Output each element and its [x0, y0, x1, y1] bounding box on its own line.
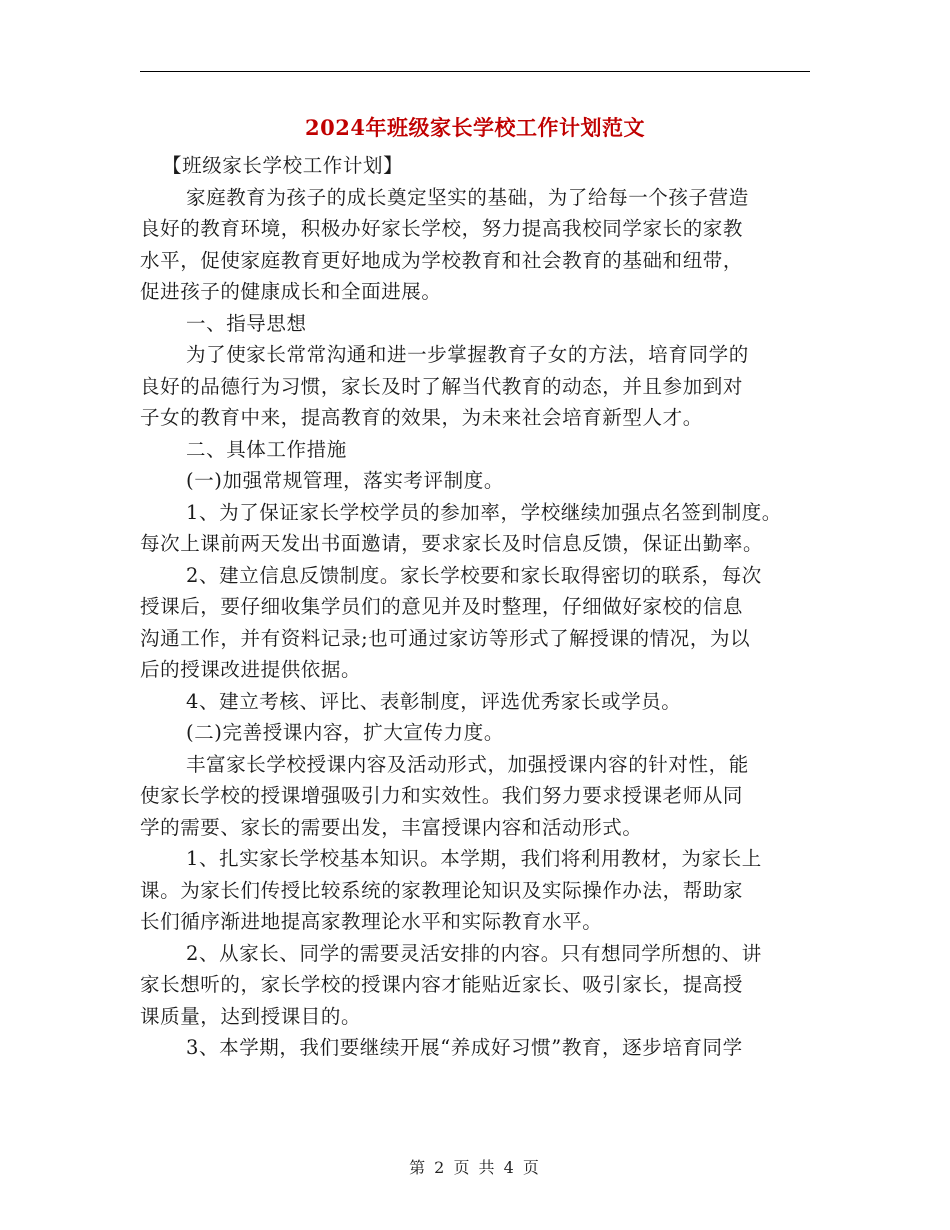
- paragraph-line: 课。为家长们传授比较系统的家教理论知识及实际操作办法，帮助家: [140, 878, 744, 902]
- paragraph-line: 为了使家长常常沟通和进一步掌握教育子女的方法，培育同学的: [186, 343, 749, 366]
- paragraph-line: 促进孩子的健康成长和全面进展。: [140, 280, 442, 303]
- section-heading: 二、具体工作措施: [186, 437, 347, 461]
- paragraph-line: 每次上课前两天发出书面邀请，要求家长及时信息反馈，保证出勤率。: [140, 532, 764, 555]
- paragraph-line: 4、建立考核、评比、表彰制度，评选优秀家长或学员。: [186, 689, 682, 713]
- paragraph-line: 水平，促使家庭教育更好地成为学校教育和社会教育的基础和纽带，: [140, 248, 744, 272]
- paragraph-line: 长们循序渐进地提高家教理论水平和实际教育水平。: [140, 910, 603, 933]
- page-number: 第 2 页 共 4 页: [409, 1158, 541, 1177]
- paragraph-line: 1、为了保证家长学校学员的参加率，学校继续加强点名签到制度。: [186, 500, 782, 524]
- paragraph-line: 3、本学期，我们要继续开展“养成好习惯”教育，逐步培育同学: [186, 1036, 743, 1059]
- header-rule: [140, 71, 810, 72]
- paragraph-line: 使家长学校的授课增强吸引力和实效性。我们努力要求授课老师从同: [140, 784, 744, 807]
- section-heading: 一、指导思想: [186, 311, 307, 335]
- paragraph-line: 沟通工作，并有资料记录;也可通过家访等形式了解授课的情况，为以: [140, 626, 751, 650]
- subsection-heading: (一)加强常规管理，落实考评制度。: [186, 469, 504, 492]
- section-heading: 【班级家长学校工作计划】: [162, 154, 404, 177]
- paragraph-line: 2、从家长、同学的需要灵活安排的内容。只有想同学所想的、讲: [186, 941, 762, 965]
- paragraph-line: 家长想听的，家长学校的授课内容才能贴近家长、吸引家长，提高授: [140, 973, 744, 996]
- paragraph-line: 授课后，要仔细收集学员们的意见并及时整理，仔细做好家校的信息: [140, 595, 744, 618]
- paragraph-line: 家庭教育为孩子的成长奠定坚实的基础，为了给每一个孩子营造: [186, 185, 749, 209]
- paragraph-line: 学的需要、家长的需要出发，丰富授课内容和活动形式。: [140, 815, 643, 839]
- paragraph-line: 良好的品德行为习惯，家长及时了解当代教育的动态，并且参加到对: [140, 374, 744, 398]
- paragraph-line: 课质量，达到授课目的。: [140, 1004, 362, 1028]
- subsection-heading: (二)完善授课内容，扩大宣传力度。: [186, 721, 504, 744]
- document-body: [140, 150, 820, 1064]
- paragraph-line: 子女的教育中来，提高教育的效果，为未来社会培育新型人才。: [140, 406, 703, 429]
- paragraph-line: 丰富家长学校授课内容及活动形式，加强授课内容的针对性，能: [186, 752, 749, 776]
- document-title: 2024年班级家长学校工作计划范文: [305, 115, 645, 140]
- paragraph-line: 2、建立信息反馈制度。家长学校要和家长取得密切的联系，每次: [186, 563, 762, 587]
- paragraph-line: 后的授课改进提供依据。: [140, 658, 362, 681]
- paragraph-line: 1、扎实家长学校基本知识。本学期，我们将利用教材，为家长上: [186, 847, 762, 870]
- paragraph-line: 良好的教育环境，积极办好家长学校，努力提高我校同学家长的家教: [140, 217, 744, 240]
